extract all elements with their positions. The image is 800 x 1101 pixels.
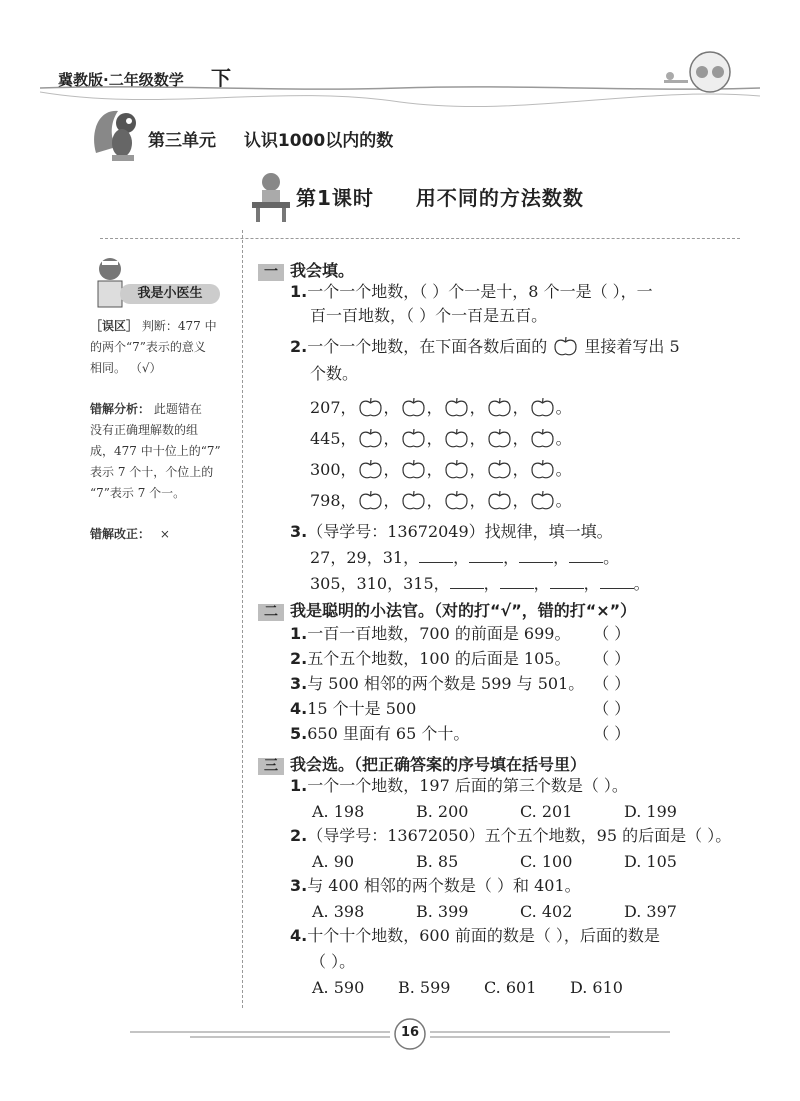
apple-rows: [310, 396, 572, 520]
correction-label: 错解改正：: [90, 527, 151, 541]
edition-label: 冀教版: [58, 71, 104, 89]
answer-blank[interactable]: [450, 574, 484, 589]
apple-icon[interactable]: [400, 489, 427, 511]
judge-item: 1.一百一百地数，700 的前面是 699。 （ ）: [290, 624, 631, 643]
option[interactable]: D. 105: [624, 852, 677, 871]
option[interactable]: A. 198: [312, 802, 365, 821]
apple-icon[interactable]: [486, 458, 513, 480]
volume-label: 下: [210, 66, 231, 90]
apple-icon[interactable]: [486, 427, 513, 449]
apple-icon[interactable]: [486, 489, 513, 511]
answer-paren[interactable]: （ ）: [593, 699, 631, 718]
s1-q2: 2.一个一个地数，在下面各数后面的 里接着写出 5: [290, 337, 680, 356]
s1-q1-line2: 百一百地数，（ ）个一百是五百。: [310, 306, 548, 325]
answer-paren[interactable]: （ ）: [593, 624, 631, 643]
analysis-label: 错解分析：: [90, 402, 151, 416]
apple-icon[interactable]: [357, 458, 384, 480]
option[interactable]: C. 100: [520, 852, 573, 871]
judge-item: 5.650 里面有 65 个十。 （ ）: [290, 724, 631, 743]
apple-row: 300， ， ， ， ， 。: [310, 460, 572, 479]
option[interactable]: D. 610: [570, 978, 623, 997]
apple-icon[interactable]: [529, 427, 556, 449]
option[interactable]: C. 402: [520, 902, 573, 921]
section-1-heading: 一 我会填。: [258, 258, 354, 281]
judge-item: 3.与 500 相邻的两个数是 599 与 501。 （ ）: [290, 674, 631, 693]
apple-icon[interactable]: [529, 458, 556, 480]
unit-title: 认识1000以内的数: [243, 131, 394, 151]
lesson-label: 第1课时: [296, 186, 374, 210]
option[interactable]: B. 85: [416, 852, 459, 871]
answer-blank[interactable]: [519, 548, 553, 563]
correction-value: ×: [159, 527, 170, 541]
apple-icon[interactable]: [357, 489, 384, 511]
s1-q2-line2: 个数。: [310, 364, 359, 383]
top-dashed-rule: [100, 238, 740, 239]
s3-q3-options: [312, 900, 728, 924]
s3-q4: 4.十个十个地数，600 前面的数是（ ），后面的数是: [290, 926, 660, 945]
page-number: 16: [400, 1025, 420, 1040]
answer-blank[interactable]: [500, 574, 534, 589]
unit-label: 第三单元: [148, 131, 216, 151]
option[interactable]: C. 601: [484, 978, 537, 997]
answer-blank[interactable]: [550, 574, 584, 589]
apple-icon: [552, 335, 579, 357]
s1-q3: 3.（导学号：13672049）找规律，填一填。: [290, 522, 613, 541]
option[interactable]: B. 599: [398, 978, 451, 997]
lesson-title: 用不同的方法数数: [415, 186, 584, 210]
teacher-desk-icon: [250, 170, 292, 224]
s1-q1: 1.一个一个地数，（ ）个一是十，8 个一是（ ），一: [290, 282, 653, 301]
s3-q3: 3.与 400 相邻的两个数是（ ）和 401。: [290, 876, 581, 895]
apple-icon[interactable]: [486, 396, 513, 418]
s3-q1-options: [312, 800, 728, 824]
sidebar-notes: ［误区］ 判断：477 中 的两个“7”表示的意义 相同。 （√） 错解分析： 此题错在 没有正确理解数的组 成，477 中十位上的“7” 表示 7 个十，个位上的 “7”表示 7 个一。 错解改正： ×: [90, 319, 221, 541]
answer-blank[interactable]: [469, 548, 503, 563]
unit-heading: [148, 126, 393, 151]
answer-blank[interactable]: [569, 548, 603, 563]
answer-paren[interactable]: （ ）: [593, 649, 631, 668]
s3-q4-line2: （ ）。: [310, 952, 356, 971]
s1-q3-seq1: 27，29，31， ， ， ， 。: [310, 548, 620, 567]
section-2-heading: 二 我是聪明的小法官。（对的打“√”，错的打“×”）: [258, 598, 636, 621]
grade-label: 二年级数学: [108, 71, 184, 89]
apple-icon[interactable]: [529, 489, 556, 511]
s3-q1: 1.一个一个地数，197 后面的第三个数是（ ）。: [290, 776, 628, 795]
option[interactable]: B. 200: [416, 802, 469, 821]
column-divider: [242, 230, 243, 1008]
judge-item: 4.15 个十是 500 （ ）: [290, 699, 631, 718]
option[interactable]: A. 590: [312, 978, 365, 997]
error-label: ［误区］: [90, 319, 139, 333]
option[interactable]: D. 397: [624, 902, 677, 921]
answer-blank[interactable]: [600, 574, 634, 589]
apple-icon[interactable]: [443, 458, 470, 480]
option[interactable]: A. 90: [312, 852, 355, 871]
header-kids-icon: [650, 48, 740, 96]
apple-icon[interactable]: [357, 427, 384, 449]
squirrel-icon: [88, 103, 144, 163]
s3-q4-options: [312, 976, 656, 1000]
answer-blank[interactable]: [419, 548, 453, 563]
apple-row: 445， ， ， ， ， 。: [310, 429, 572, 448]
option[interactable]: A. 398: [312, 902, 365, 921]
s1-q3-seq2: 305，310，315， ， ， ， 。: [310, 574, 650, 593]
doctor-badge: 我是小医生: [120, 284, 220, 304]
answer-paren[interactable]: （ ）: [593, 674, 631, 693]
lesson-heading: [296, 182, 584, 211]
apple-icon[interactable]: [443, 396, 470, 418]
section-2-items: [290, 622, 630, 747]
s3-q2: 2.（导学号：13672050）五个五个地数，95 的后面是（ ）。: [290, 826, 732, 845]
apple-icon[interactable]: [400, 396, 427, 418]
apple-icon[interactable]: [443, 489, 470, 511]
apple-icon[interactable]: [443, 427, 470, 449]
apple-icon[interactable]: [400, 427, 427, 449]
section-3-heading: 三 我会选。（把正确答案的序号填在括号里）: [258, 752, 586, 775]
s3-q2-options: [312, 850, 728, 874]
option[interactable]: D. 199: [624, 802, 677, 821]
apple-icon[interactable]: [357, 396, 384, 418]
answer-paren[interactable]: （ ）: [593, 724, 631, 743]
apple-row: 207， ， ， ， ， 。: [310, 398, 572, 417]
apple-icon[interactable]: [529, 396, 556, 418]
header-title: 冀教版·二年级数学 下: [58, 66, 231, 90]
judge-item: 2.五个五个地数，100 的后面是 105。 （ ）: [290, 649, 631, 668]
option[interactable]: C. 201: [520, 802, 573, 821]
apple-row: 798， ， ， ， ， 。: [310, 491, 572, 510]
apple-icon[interactable]: [400, 458, 427, 480]
option[interactable]: B. 399: [416, 902, 469, 921]
